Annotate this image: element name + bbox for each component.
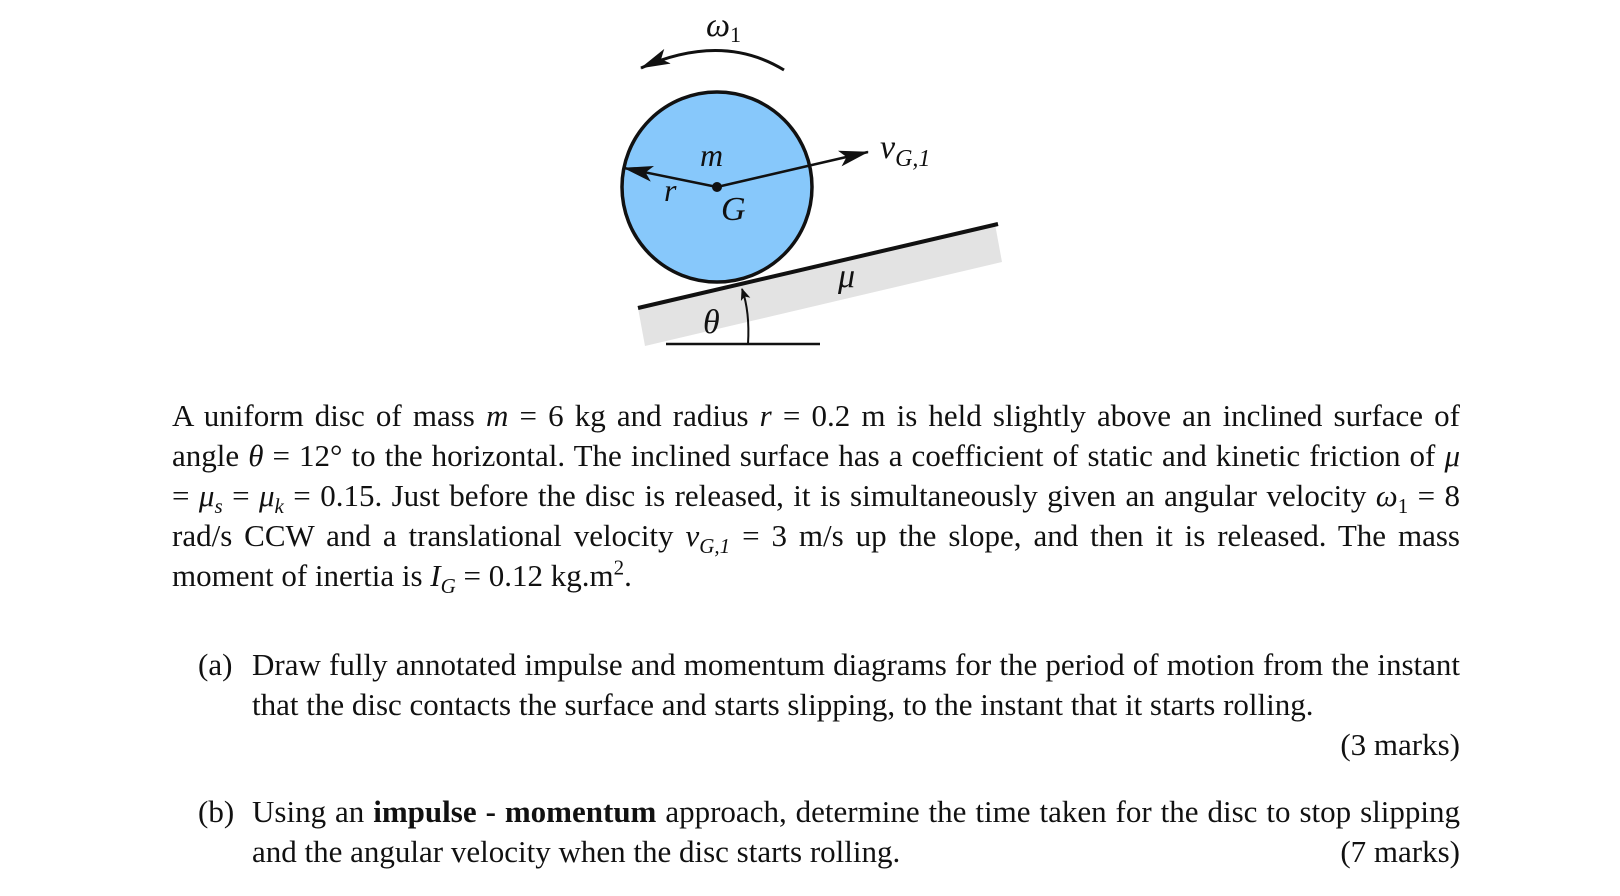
question-part-b	[198, 792, 1460, 872]
disc-on-incline-diagram	[0, 0, 1620, 380]
question-part-a	[198, 645, 1460, 765]
part-b-text: Using an impulse - momentum approach, determine the time taken for the disc to stop slipping and the angular velocity when the disc starts rolling. (7 marks)	[252, 792, 1460, 872]
problem-statement: A uniform disc of mass m = 6 kg and radius r = 0.2 m is held slightly above an inclined surface of angle θ = 12° to the horizontal. The inclined surface has a coefficient of static and kinetic friction of $\mu = \mu_s = \mu_k = 0.15$. Just before the disc is released, it is simultaneously given an angular velocity $\omega_1 = 8$ rad/s CCW and a translational velocity $v_{G,1} = 3$ m/s up the slope, and then it is released. The mass moment of inertia is $I_G = 0.12$ $kg.m^2$.	[172, 398, 1461, 599]
omega-label: ω1	[706, 7, 742, 47]
center-label: G	[721, 191, 746, 228]
friction-label: μ	[838, 258, 856, 295]
mass-label: m	[700, 137, 724, 173]
part-a-text: Draw fully annotated impulse and momentum diagrams for the period of motion from the instant that the disc contacts the surface and starts slipping, to the instant that it starts rolling.	[252, 647, 1460, 722]
part-a-label: (a)	[198, 647, 233, 682]
part-a-marks: (3 marks)	[1340, 727, 1460, 762]
velocity-label: $v_{G,1}$	[880, 129, 931, 172]
angle-label: θ	[703, 304, 720, 341]
radius-label: r	[664, 172, 677, 208]
part-b-marks: (7 marks)	[1340, 834, 1460, 869]
angular-velocity-arrow	[641, 50, 784, 70]
part-b-label: (b)	[198, 794, 235, 829]
